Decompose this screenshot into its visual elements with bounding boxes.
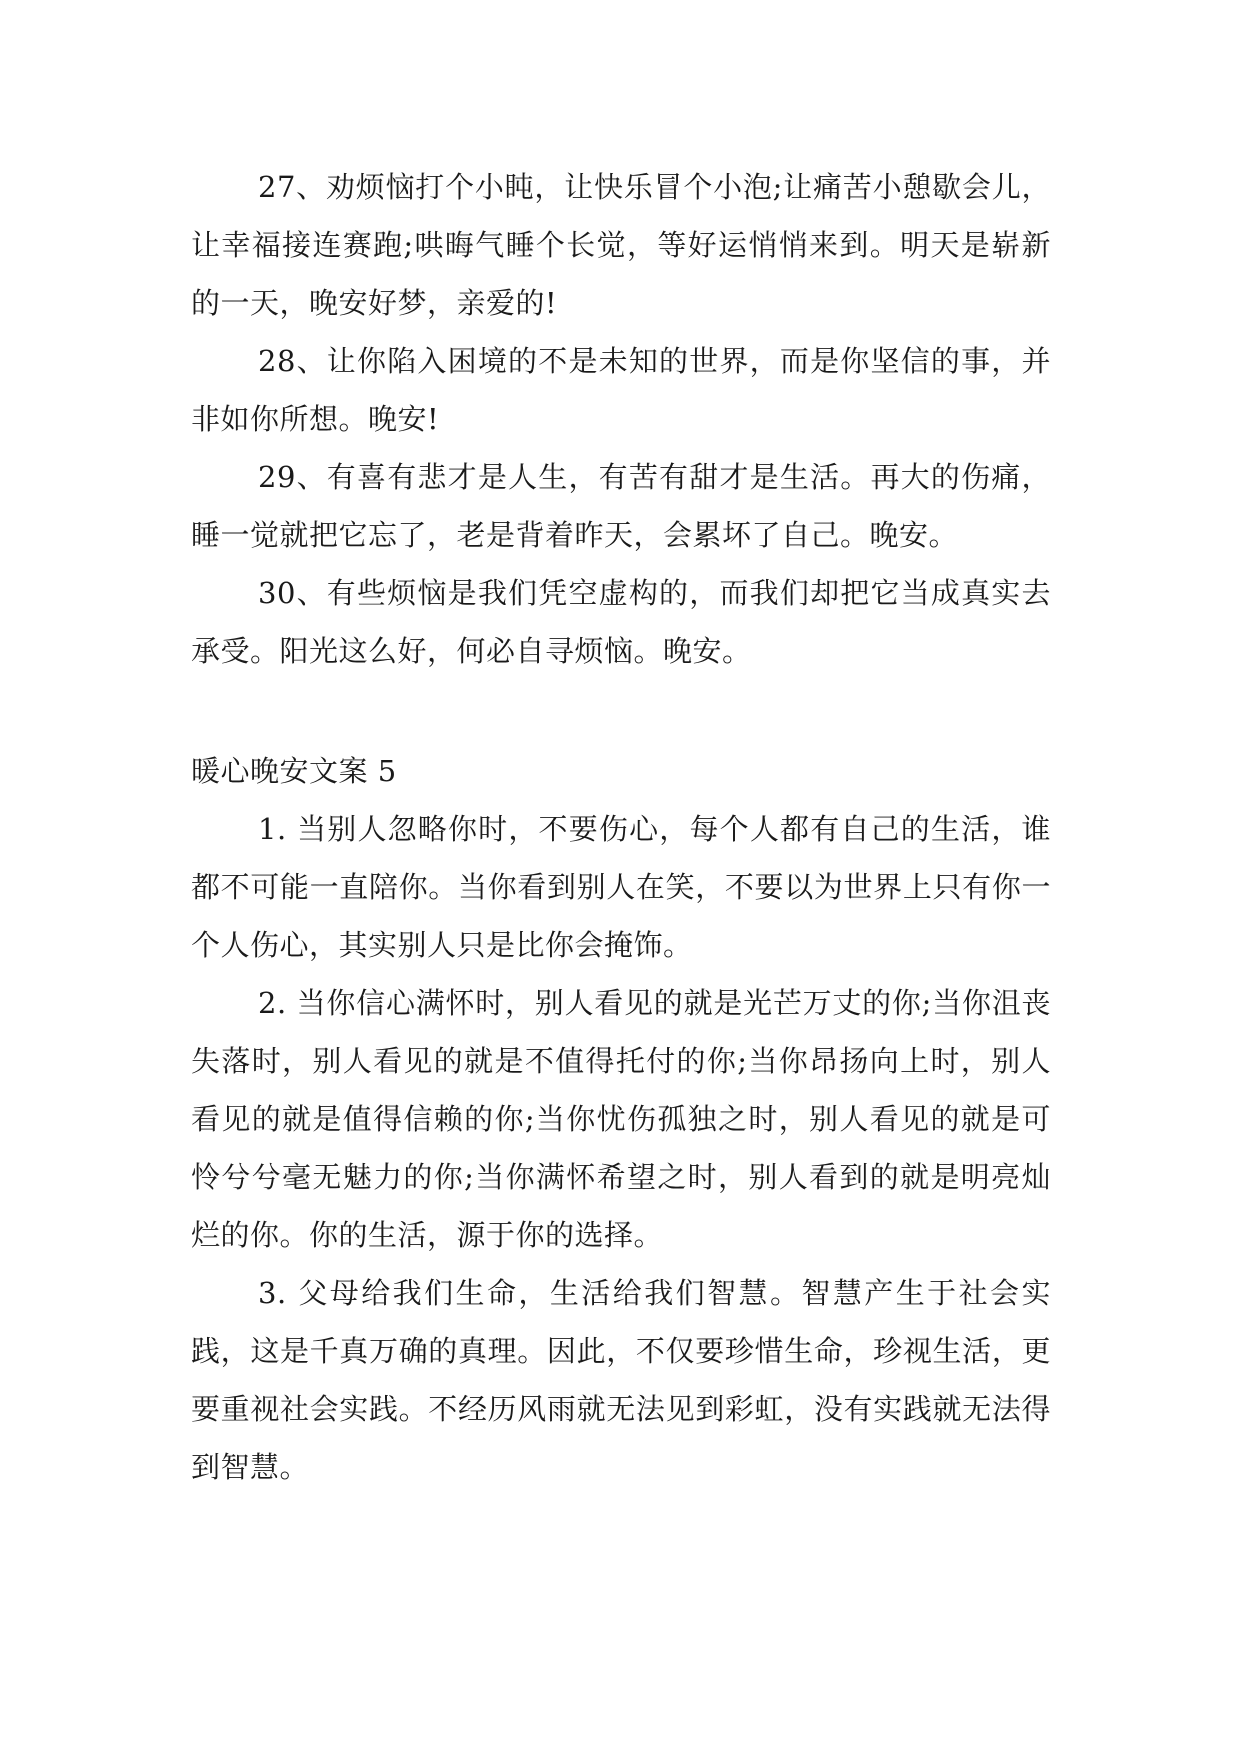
section-warm-good-night-5 <box>191 742 1051 1496</box>
paragraph-item-3: 3. 父母给我们生命，生活给我们智慧。智慧产生于社会实践，这是千真万确的真理。因此，不仅要珍惜生命，珍视生活，更要重视社会实践。不经历风雨就无法见到彩虹，没有实践就无法得到智慧。 <box>191 1276 1051 1484</box>
paragraph-item-2: 2. 当你信心满怀时，别人看见的就是光芒万丈的你;当你沮丧失落时，别人看见的就是不值得托付的你;当你昂扬向上时，别人看见的就是值得信赖的你;当你忧伤孤独之时，别人看见的就是可怜兮兮毫无魅力的你;当你满怀希望之时，别人看到的就是明亮灿烂的你。你的生活，源于你的选择。 <box>191 986 1051 1252</box>
document-body <box>191 158 1051 1496</box>
paragraph-item-1: 1. 当别人忽略你时，不要伤心，每个人都有自己的生活，谁都不可能一直陪你。当你看到别人在笑，不要以为世界上只有你一个人伤心，其实别人只是比你会掩饰。 <box>191 812 1051 962</box>
paragraph-29: 29、有喜有悲才是人生，有苦有甜才是生活。再大的伤痛，睡一觉就把它忘了，老是背着昨天，会累坏了自己。晚安。 <box>191 460 1051 552</box>
section-good-night-quotes-continued <box>191 158 1051 680</box>
paragraph-27: 27、劝烦恼打个小盹，让快乐冒个小泡;让痛苦小憩歇会儿，让幸福接连赛跑;哄晦气睡个长觉，等好运悄悄来到。明天是崭新的一天，晚安好梦，亲爱的! <box>191 170 1051 320</box>
section-heading: 暖心晚安文案 5 <box>191 754 397 788</box>
paragraph-28: 28、让你陷入困境的不是未知的世界，而是你坚信的事，并非如你所想。晚安! <box>191 344 1051 436</box>
paragraph-30: 30、有些烦恼是我们凭空虚构的，而我们却把它当成真实去承受。阳光这么好，何必自寻烦恼。晚安。 <box>191 576 1051 668</box>
